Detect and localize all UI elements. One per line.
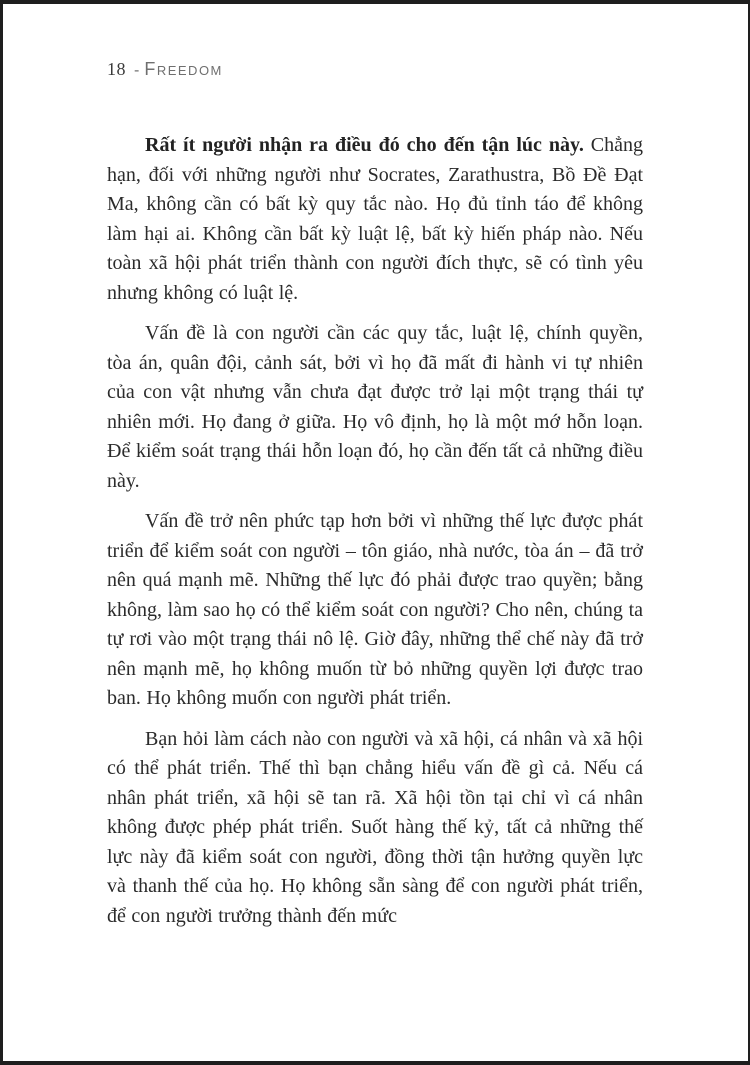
paragraph — [107, 319, 643, 496]
page-number: 18 — [107, 59, 126, 79]
paragraph-text: Chẳng hạn, đối với những người như Socrates, Zarathustra, Bồ Đề Đạt Ma, không cần có bất kỳ quy tắc nào. Họ đủ tỉnh táo để không làm hại ai. Không cần bất kỳ luật lệ, bất kỳ hiến pháp nào. Nếu toàn xã hội phát triển thành con người đích thực, sẽ có tình yêu nhưng không có luật lệ. — [107, 134, 644, 304]
running-title: Freedom — [144, 59, 223, 79]
page-content — [107, 131, 643, 931]
header-separator: - — [134, 62, 140, 79]
paragraph-text: Bạn hỏi làm cách nào con người và xã hội, cá nhân và xã hội có thể phát triển. Thế thì bạn chẳng hiểu vấn đề gì cả. Nếu cá nhân phát triển, xã hội sẽ tan rã. Xã hội tồn tại chỉ vì cá nhân không được phép phát triển. Suốt hàng thế kỷ, tất cả những thế lực này đã kiểm soát con người, đồng thời tận hưởng quyền lực và thanh thế của họ. Họ không sẵn sàng để con người phát triển, để con người trưởng thành đến mức — [107, 727, 643, 927]
page-header — [107, 59, 643, 83]
page-inner — [3, 59, 748, 931]
paragraph-text: Vấn đề trở nên phức tạp hơn bởi vì những thế lực được phát triển để kiểm soát con người – tôn giáo, nhà nước, tòa án – đã trở nên quá mạnh mẽ. Những thế lực đó phải được trao quyền; bằng không, làm sao họ có thể kiểm soát con người? Cho nên, chúng ta tự rơi vào một trạng thái nô lệ. Giờ đây, những thể chế này đã trở nên mạnh mẽ, họ không muốn từ bỏ những quyền lợi được trao ban. Họ không muốn con người phát triển. — [107, 510, 643, 709]
paragraph — [107, 131, 643, 308]
paragraph — [107, 507, 643, 714]
paragraph-text: Vấn đề là con người cần các quy tắc, luật lệ, chính quyền, tòa án, quân đội, cảnh sát, bởi vì họ đã mất đi hành vi tự nhiên của con vật nhưng vẫn chưa đạt được trở lại một trạng thái tự nhiên mới. Họ đang ở giữa. Họ vô định, họ là một mớ hỗn loạn. Để kiểm soát trạng thái hỗn loạn đó, họ cần đến tất cả những điều này. — [107, 322, 643, 492]
paragraph-lead-bold: Rất ít người nhận ra điều đó cho đến tận lúc này. — [145, 134, 584, 156]
paragraph — [107, 725, 643, 932]
